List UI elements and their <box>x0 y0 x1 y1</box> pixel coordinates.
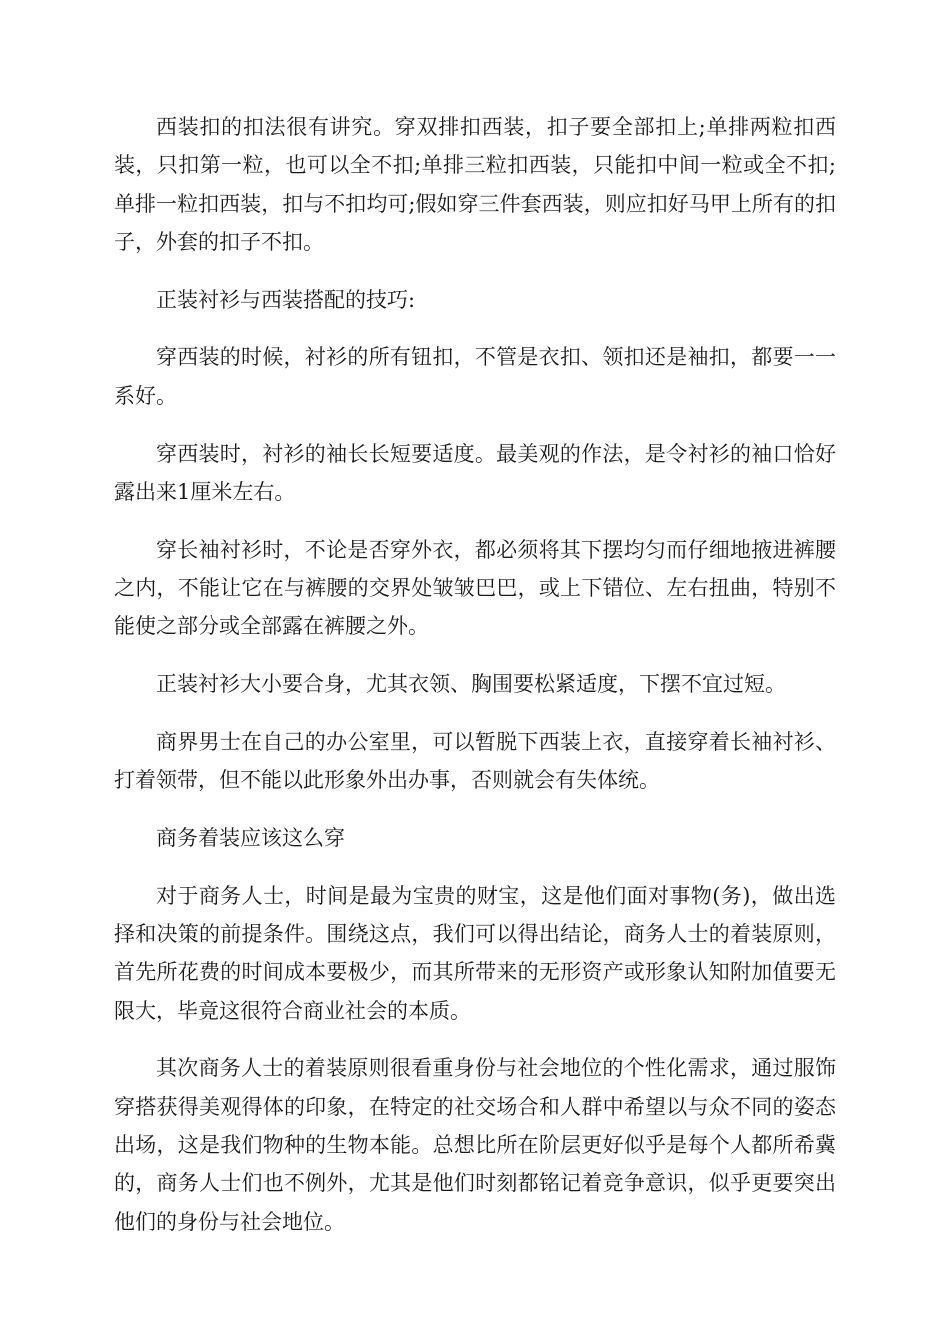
paragraph-sleeve-length: 穿西装时，衬衫的袖长长短要适度。最美观的作法，是令衬衫的袖口恰好露出来1厘米左右。 <box>114 441 836 504</box>
paragraph-tuck-in: 穿长袖衬衫时，不论是否穿外衣，都必须将其下摆均匀而仔细地掖进裤腰之内，不能让它在与裤腰的交界处皱皱巴巴，或上下错位、左右扭曲，特别不能使之部分或全部露在裤腰之外。 <box>114 537 836 639</box>
section-heading-shirt-tips: 正装衬衫与西装搭配的技巧: <box>156 287 416 312</box>
paragraph-suit-buttons: 西装扣的扣法很有讲究。穿双排扣西装，扣子要全部扣上;单排两粒扣西装，只扣第一粒，也可以全不扣;单排三粒扣西装，只能扣中间一粒或全不扣;单排一粒扣西装，扣与不扣均可;假如穿三件套西装，则应扣好马甲上所有的扣子，外套的扣子不扣。 <box>114 115 836 254</box>
paragraph-time-value: 对于商务人士，时间是最为宝贵的财宝，这是他们面对事物(务)，做出选择和决策的前提条件。围绕这点，我们可以得出结论，商务人士的着装原则，首先所花费的时间成本要极少，而其所带来的无形资产或形象认知附加值要无限大，毕竟这很符合商业社会的本质。 <box>114 883 836 1023</box>
paragraph-shirt-fit: 正装衬衫大小要合身，尤其衣领、胸围要松紧适度，下摆不宜过短。 <box>156 672 786 697</box>
document-page <box>114 108 836 1260</box>
paragraph-office-attire: 商界男士在自己的办公室里，可以暂脱下西装上衣，直接穿着长袖衬衫、打着领带，但不能以此形象外出办事，否则就会有失体统。 <box>114 729 836 793</box>
section-heading-business-dress: 商务着装应该这么穿 <box>156 825 345 850</box>
paragraph-shirt-buttons: 穿西装的时候，衬衫的所有钮扣，不管是衣扣、领扣还是袖扣，都要一一系好。 <box>114 345 836 408</box>
paragraph-status-needs: 其次商务人士的着装原则很看重身份与社会地位的个性化需求，通过服饰穿搭获得美观得体的印象，在特定的社交场合和人群中希望以与众不同的姿态出场，这是我们物种的生物本能。总想比所在阶层更好似乎是每个人都所希冀的，商务人士们也不例外，尤其是他们时刻都铭记着竞争意识，似乎更要突出他们的身份与社会地位。 <box>114 1056 836 1234</box>
